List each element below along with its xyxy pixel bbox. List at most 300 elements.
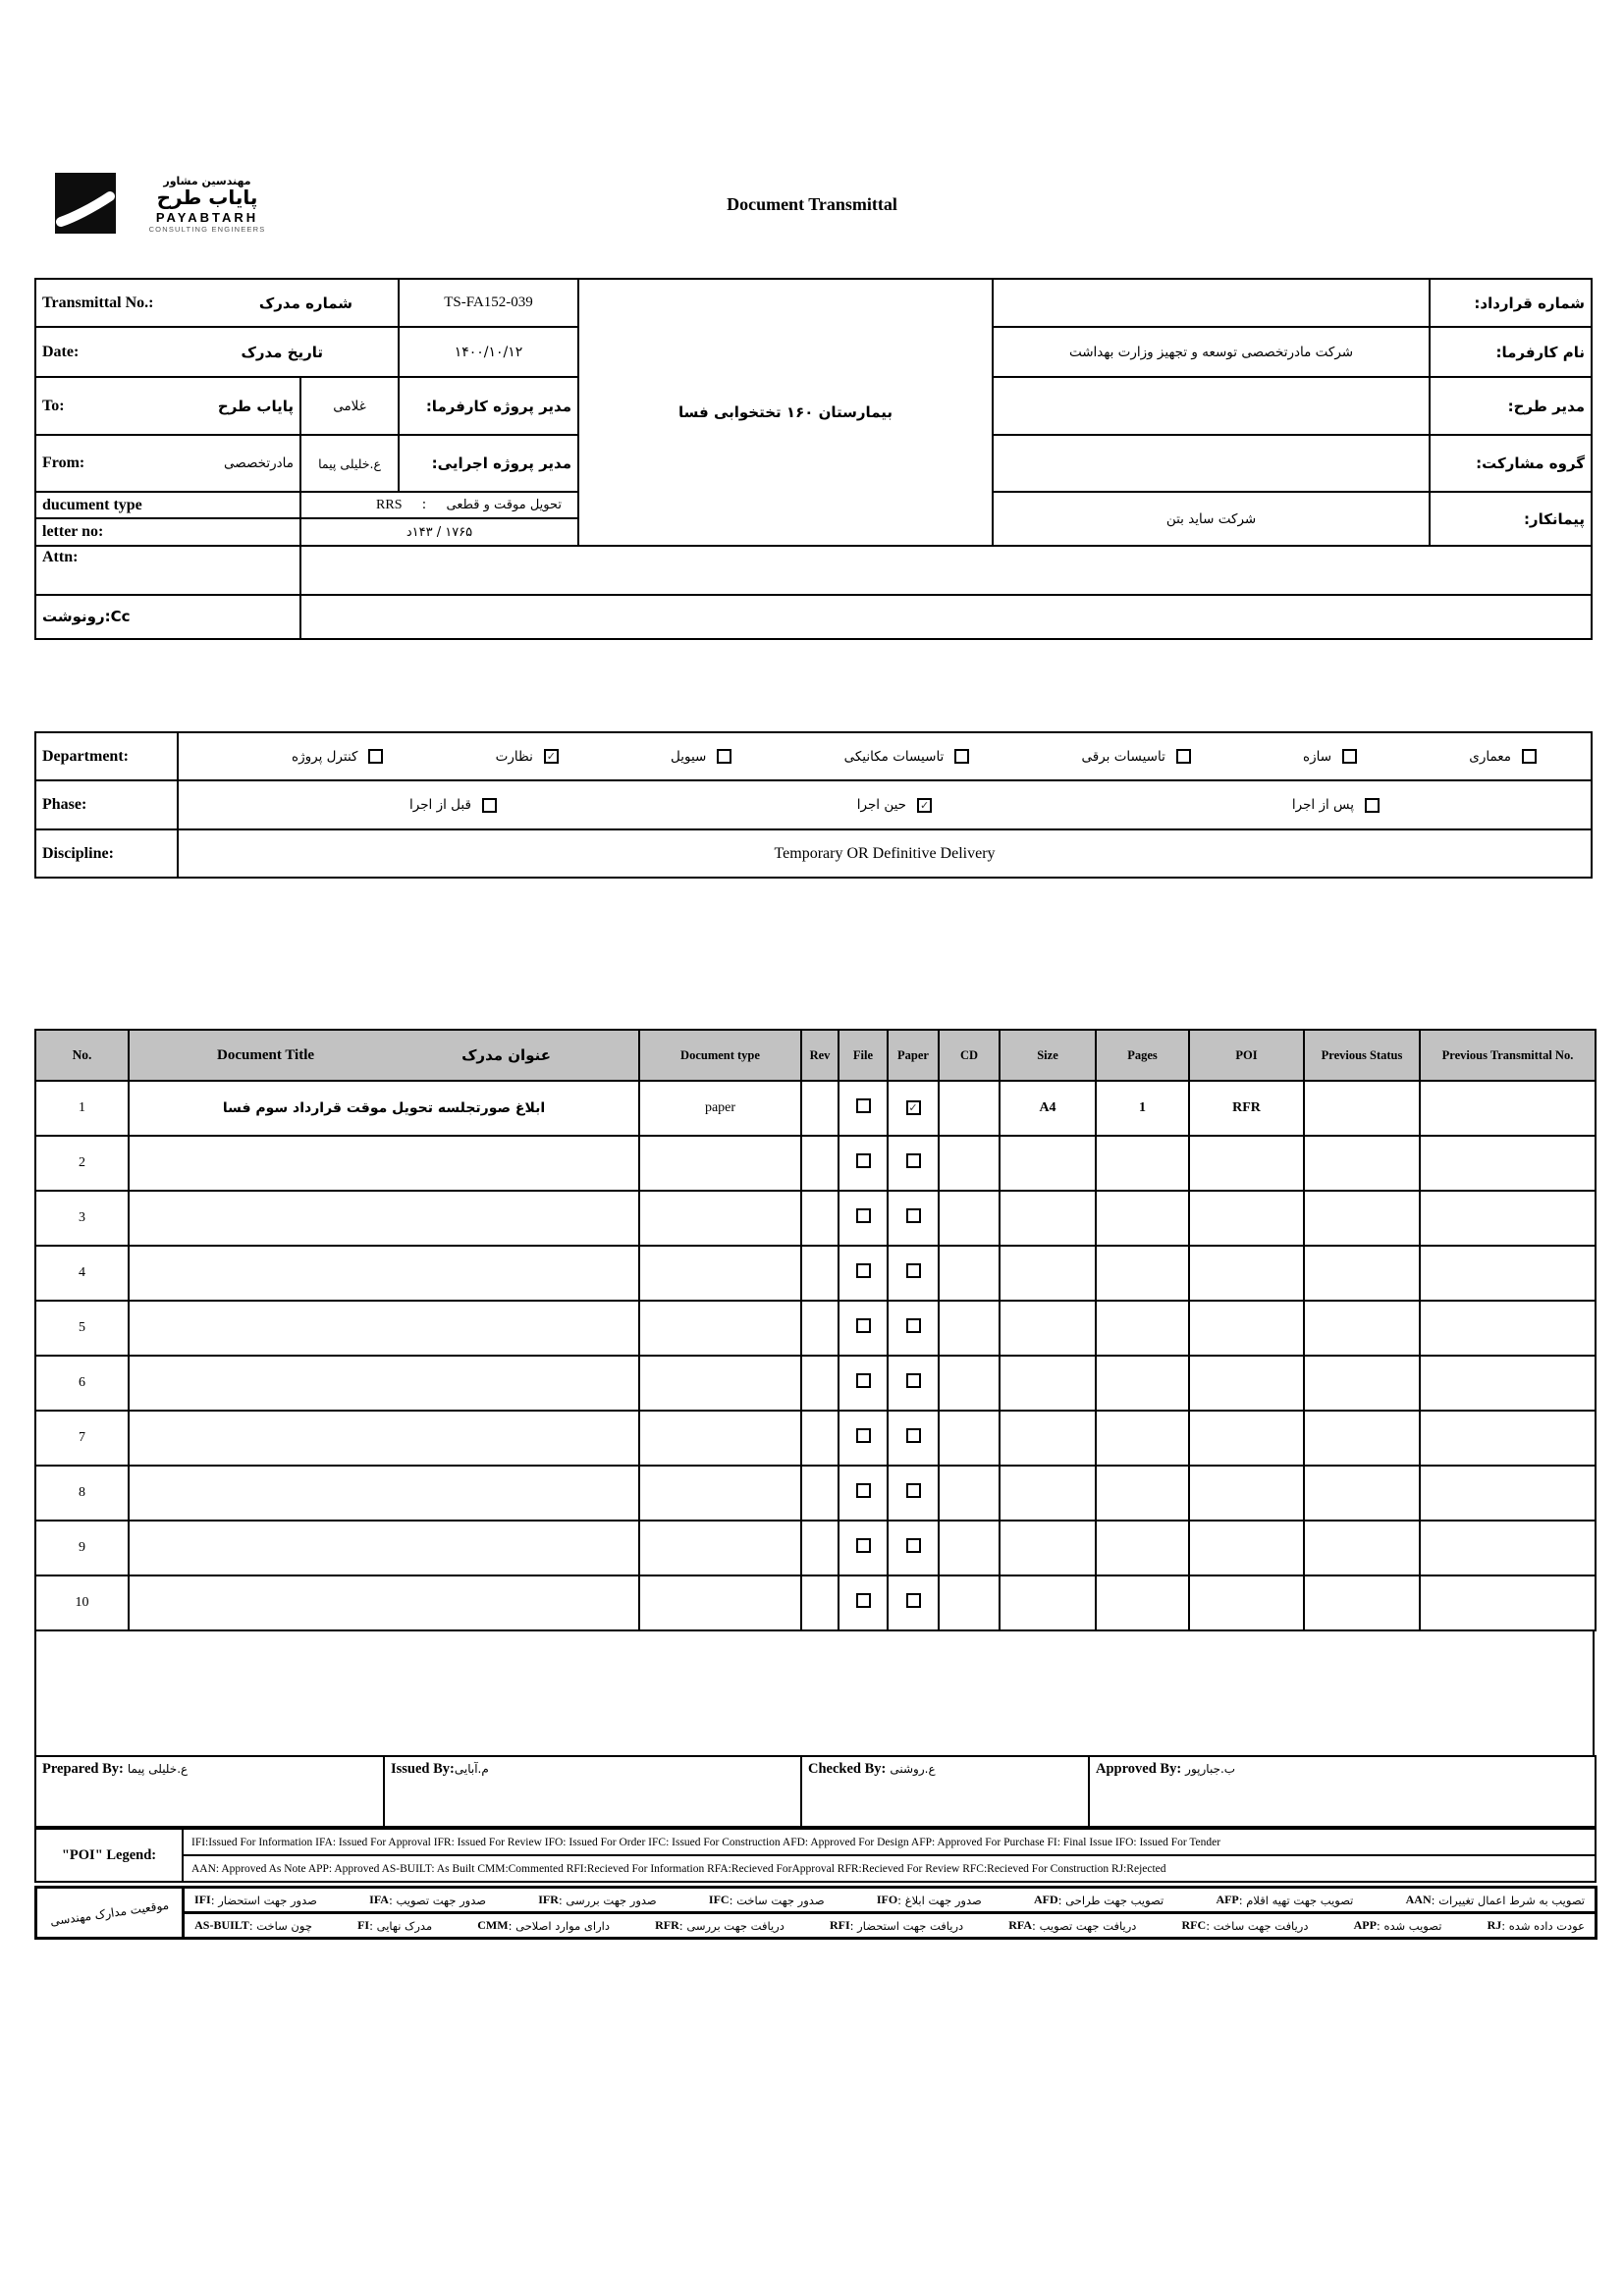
fa-legend-1-item-AFD xyxy=(1034,1893,1164,1907)
department-label-6: کنترل پروژه xyxy=(292,748,358,765)
cell-prev-transmittal xyxy=(1420,1575,1596,1630)
paper-checkbox-row-10[interactable] xyxy=(906,1593,921,1608)
fa-legend-1-item-AAN xyxy=(1406,1893,1585,1907)
cell-poi xyxy=(1189,1466,1304,1521)
fa-legend-1-code-4: IFC xyxy=(708,1893,730,1906)
fa-legend-1-code-6: IFA xyxy=(369,1893,389,1906)
document-list-table xyxy=(34,1029,1597,1631)
fa-legend-2-item-RFR xyxy=(655,1918,785,1933)
cell-doctype xyxy=(639,1301,801,1356)
fa-legend-2-item-RFI xyxy=(830,1918,963,1933)
cell-size xyxy=(1000,1356,1096,1411)
cell-paper xyxy=(888,1411,939,1466)
cell-prev-transmittal xyxy=(1420,1136,1596,1191)
cell-doctype xyxy=(639,1356,801,1411)
fa-legend-2-item-CMM xyxy=(477,1918,610,1933)
cell-prev-status xyxy=(1304,1575,1420,1630)
cell-cd xyxy=(939,1136,1000,1191)
fa-legend-1-fa-1: تصویب جهت تهیه اقلام : xyxy=(1238,1893,1354,1907)
fa-legend-1-code-5: IFR xyxy=(538,1893,559,1906)
cell-doctype: paper xyxy=(639,1081,801,1136)
cell-paper xyxy=(888,1191,939,1246)
file-checkbox-row-10[interactable] xyxy=(856,1593,871,1608)
table-row xyxy=(35,1191,1596,1246)
contractor-value: شرکت ساید بتن xyxy=(993,492,1430,546)
paper-checkbox-row-6[interactable] xyxy=(906,1373,921,1388)
cell-size xyxy=(1000,1466,1096,1521)
cell-cd xyxy=(939,1191,1000,1246)
cell-poi xyxy=(1189,1575,1304,1630)
cell-prev-status xyxy=(1304,1466,1420,1521)
file-checkbox-row-2[interactable] xyxy=(856,1153,871,1168)
cell-size xyxy=(1000,1191,1096,1246)
department-label-1: سازه xyxy=(1303,748,1332,765)
cell-doctype xyxy=(639,1246,801,1301)
cell-no: 8 xyxy=(35,1466,129,1521)
issued-by-cell: Issued By:م.آبایی xyxy=(384,1756,801,1827)
cell-rev xyxy=(801,1301,839,1356)
col-previous-status: Previous Status xyxy=(1304,1030,1420,1081)
phase-option-1 xyxy=(857,797,932,813)
fa-legend-2-code-5: RFR xyxy=(655,1918,679,1932)
cell-prev-status xyxy=(1304,1356,1420,1411)
cell-paper xyxy=(888,1521,939,1575)
paper-checkbox-row-9[interactable] xyxy=(906,1538,921,1553)
cell-poi xyxy=(1189,1136,1304,1191)
cell-cd xyxy=(939,1356,1000,1411)
cell-pages: 1 xyxy=(1096,1081,1189,1136)
table-header-row xyxy=(35,1030,1596,1081)
cell-prev-transmittal xyxy=(1420,1521,1596,1575)
col-cd: CD xyxy=(939,1030,1000,1081)
department-option-2 xyxy=(1082,749,1191,765)
cell-doctype xyxy=(639,1575,801,1630)
cell-prev-status xyxy=(1304,1136,1420,1191)
department-checkbox-4[interactable] xyxy=(717,749,731,764)
cell-doctype xyxy=(639,1521,801,1575)
cell-file xyxy=(839,1136,888,1191)
cell-rev xyxy=(801,1191,839,1246)
transmittal-no-value: TS-FA152-039 xyxy=(399,279,578,327)
phase-options xyxy=(178,780,1592,829)
design-manager-label: مدیر طرح: xyxy=(1430,377,1592,435)
contract-no-label: شماره قرارداد: xyxy=(1430,279,1592,327)
fa-legend-2-item-RJ xyxy=(1488,1918,1585,1933)
fa-legend-2-item-FI xyxy=(357,1918,432,1933)
cell-file xyxy=(839,1411,888,1466)
cell-size xyxy=(1000,1411,1096,1466)
file-checkbox-row-8[interactable] xyxy=(856,1483,871,1498)
fa-legend-2-fa-4: دریافت جهت استحضار : xyxy=(849,1918,964,1933)
company-logo xyxy=(55,173,291,257)
cell-doctype xyxy=(639,1411,801,1466)
signature-row xyxy=(34,1755,1597,1828)
fa-legend-1-fa-2: تصویب جهت طراحی : xyxy=(1057,1893,1164,1907)
col-size: Size xyxy=(1000,1030,1096,1081)
file-checkbox-row-5[interactable] xyxy=(856,1318,871,1333)
fa-legend-2-code-0: RJ xyxy=(1487,1918,1502,1932)
partnership-group-label: گروه مشارکت: xyxy=(1430,435,1592,492)
cell-pages xyxy=(1096,1466,1189,1521)
fa-legend-2-code-6: CMM xyxy=(477,1918,509,1932)
cell-size xyxy=(1000,1136,1096,1191)
fa-legend-2-item-APP xyxy=(1354,1918,1442,1933)
cell-paper xyxy=(888,1081,939,1136)
fa-legend-side-label: موقعیت مدارک مهندسی xyxy=(36,1888,184,1939)
cell-cd xyxy=(939,1575,1000,1630)
header-table xyxy=(34,278,1593,640)
fa-legend-2-code-2: RFC xyxy=(1181,1918,1207,1932)
fa-legend-1-item-IFI xyxy=(194,1893,317,1907)
cell-pages xyxy=(1096,1575,1189,1630)
fa-legend-2-fa-3: دریافت جهت تصویب : xyxy=(1032,1918,1137,1933)
cell-file xyxy=(839,1246,888,1301)
cell-poi xyxy=(1189,1301,1304,1356)
col-rev: Rev xyxy=(801,1030,839,1081)
cell-pages xyxy=(1096,1136,1189,1191)
logo-en: PAYABTARH xyxy=(155,210,259,225)
department-option-6 xyxy=(292,749,383,765)
cell-file xyxy=(839,1521,888,1575)
cell-cd xyxy=(939,1301,1000,1356)
approved-by-cell: Approved By: ب.جبارپور xyxy=(1089,1756,1596,1827)
poi-legend-label: "POI" Legend: xyxy=(35,1829,183,1882)
fa-legend-2-fa-2: دریافت جهت ساخت : xyxy=(1206,1918,1309,1933)
logo-fa-small: مهندسین مشاور xyxy=(163,175,251,187)
cell-rev xyxy=(801,1575,839,1630)
table-row xyxy=(35,1081,1596,1136)
discipline-label: Discipline: xyxy=(35,829,178,878)
fa-legend-2-item-RFA xyxy=(1008,1918,1136,1933)
from-person: ع.خلیلی پیما xyxy=(300,435,399,492)
paper-checkbox-row-8[interactable] xyxy=(906,1483,921,1498)
to-label: To: پایاب طرح xyxy=(35,377,300,435)
file-checkbox-row-6[interactable] xyxy=(856,1373,871,1388)
contractor-label: پیمانکار: xyxy=(1430,492,1592,546)
cell-no: 9 xyxy=(35,1521,129,1575)
logo-fa-large: پایاب طرح xyxy=(156,186,258,209)
cell-pages xyxy=(1096,1246,1189,1301)
fa-legend-1-fa-6: صدور جهت تصویب : xyxy=(388,1893,486,1907)
col-document-title: Document Title عنوان مدرک xyxy=(129,1030,639,1081)
paper-checkbox-row-7[interactable] xyxy=(906,1428,921,1443)
document-type-label: ducument type xyxy=(35,492,300,518)
cell-prev-status xyxy=(1304,1521,1420,1575)
col-no: No. xyxy=(35,1030,129,1081)
department-option-5 xyxy=(496,749,559,765)
cell-title xyxy=(129,1191,639,1246)
table-row xyxy=(35,1521,1596,1575)
to-right-label: مدیر پروژه کارفرما: xyxy=(399,377,578,435)
cell-paper xyxy=(888,1301,939,1356)
col-file: File xyxy=(839,1030,888,1081)
department-checkbox-2[interactable] xyxy=(1176,749,1191,764)
cell-paper xyxy=(888,1356,939,1411)
fa-legend-1-item-IFA xyxy=(369,1893,486,1907)
attn-label: Attn: xyxy=(35,546,300,595)
cell-file xyxy=(839,1301,888,1356)
attn-value xyxy=(300,546,1592,595)
cell-doctype xyxy=(639,1136,801,1191)
fa-legend xyxy=(34,1886,1597,1940)
department-label-0: معماری xyxy=(1469,748,1511,765)
cell-rev xyxy=(801,1356,839,1411)
file-checkbox-row-9[interactable] xyxy=(856,1538,871,1553)
cell-title xyxy=(129,1356,639,1411)
paper-checkbox-row-4[interactable] xyxy=(906,1263,921,1278)
cell-title xyxy=(129,1466,639,1521)
cell-rev xyxy=(801,1081,839,1136)
phase-label-1: حین اجرا xyxy=(856,797,907,813)
cell-prev-transmittal xyxy=(1420,1081,1596,1136)
fa-legend-1-code-7: IFI xyxy=(194,1893,211,1906)
cell-pages xyxy=(1096,1356,1189,1411)
client-name-label: نام کارفرما: xyxy=(1430,327,1592,377)
cell-prev-transmittal xyxy=(1420,1411,1596,1466)
cell-paper xyxy=(888,1466,939,1521)
cell-pages xyxy=(1096,1301,1189,1356)
department-table xyxy=(34,731,1593,879)
phase-option-2 xyxy=(409,797,497,813)
cell-no: 1 xyxy=(35,1081,129,1136)
cell-size xyxy=(1000,1575,1096,1630)
department-label-3: تاسیسات مکانیکی xyxy=(843,748,945,765)
phase-option-0 xyxy=(1292,797,1380,813)
phase-label: Phase: xyxy=(35,780,178,829)
department-checkbox-3[interactable] xyxy=(954,749,969,764)
cell-doctype xyxy=(639,1466,801,1521)
cell-cd xyxy=(939,1081,1000,1136)
cell-rev xyxy=(801,1411,839,1466)
paper-checkbox-row-2[interactable] xyxy=(906,1153,921,1168)
cell-size xyxy=(1000,1521,1096,1575)
cell-rev xyxy=(801,1136,839,1191)
cell-size xyxy=(1000,1246,1096,1301)
col-pages: Pages xyxy=(1096,1030,1189,1081)
cell-paper xyxy=(888,1246,939,1301)
contract-no-value xyxy=(993,279,1430,327)
cell-poi xyxy=(1189,1521,1304,1575)
cell-no: 10 xyxy=(35,1575,129,1630)
department-option-0 xyxy=(1469,749,1537,765)
date-value: ۱۴۰۰/۱۰/۱۲ xyxy=(399,327,578,377)
fa-legend-1-code-0: AAN xyxy=(1405,1893,1432,1906)
cell-paper xyxy=(888,1575,939,1630)
department-checkbox-0[interactable] xyxy=(1522,749,1537,764)
col-document-type: Document type xyxy=(639,1030,801,1081)
cc-value xyxy=(300,595,1592,639)
letter-no-value: ۱۷۶۵ / ۱۴۳د xyxy=(300,518,578,546)
fa-legend-1-code-3: IFO xyxy=(876,1893,898,1906)
cell-prev-transmittal xyxy=(1420,1191,1596,1246)
cell-title xyxy=(129,1521,639,1575)
cell-prev-status xyxy=(1304,1081,1420,1136)
cell-pages xyxy=(1096,1411,1189,1466)
to-person: غلامی xyxy=(300,377,399,435)
department-options xyxy=(178,732,1592,780)
cell-cd xyxy=(939,1246,1000,1301)
fa-legend-1-item-IFR xyxy=(538,1893,656,1907)
cell-cd xyxy=(939,1411,1000,1466)
project-name: بیمارستان ۱۶۰ تختخوابی فسا xyxy=(578,279,993,546)
col-poi: POI xyxy=(1189,1030,1304,1081)
department-option-1 xyxy=(1303,749,1357,765)
fa-legend-1-item-AFP xyxy=(1216,1893,1353,1907)
document-type-value: تحویل موقت و قطعی : RRS xyxy=(300,492,578,518)
department-checkbox-6[interactable] xyxy=(368,749,383,764)
cell-rev xyxy=(801,1466,839,1521)
cell-title xyxy=(129,1136,639,1191)
cell-file xyxy=(839,1191,888,1246)
cell-title xyxy=(129,1411,639,1466)
cell-poi: RFR xyxy=(1189,1081,1304,1136)
from-right-label: مدیر پروژه اجرایی: xyxy=(399,435,578,492)
fa-legend-2-code-7: FI xyxy=(357,1918,370,1932)
fa-legend-1-code-2: AFD xyxy=(1033,1893,1058,1906)
page-title: Document Transmittal xyxy=(727,194,897,214)
cell-poi xyxy=(1189,1411,1304,1466)
fa-legend-1-fa-3: صدور جهت ابلاغ : xyxy=(897,1893,982,1907)
department-checkbox-5[interactable] xyxy=(544,749,559,764)
fa-legend-2-code-3: RFA xyxy=(1008,1918,1033,1932)
transmittal-no-label: Transmittal No.: شماره مدرک xyxy=(35,279,399,327)
poi-legend xyxy=(34,1828,1597,1883)
cell-no: 3 xyxy=(35,1191,129,1246)
fa-legend-1-fa-4: صدور جهت ساخت : xyxy=(729,1893,825,1907)
fa-legend-1-code-1: AFP xyxy=(1216,1893,1239,1906)
col-paper: Paper xyxy=(888,1030,939,1081)
cell-no: 5 xyxy=(35,1301,129,1356)
cc-label: رونوشت:Cc xyxy=(35,595,300,639)
file-checkbox-row-4[interactable] xyxy=(856,1263,871,1278)
phase-checkbox-0[interactable] xyxy=(1365,798,1380,813)
department-label-5: نظارت xyxy=(495,748,533,765)
fa-legend-1-fa-0: تصویب به شرط اعمال تغییرات : xyxy=(1431,1893,1585,1907)
department-label: Department: xyxy=(35,732,178,780)
table-row xyxy=(35,1301,1596,1356)
partnership-group-value xyxy=(993,435,1430,492)
department-label-2: تاسیسات برقی xyxy=(1081,748,1165,765)
department-checkbox-1[interactable] xyxy=(1342,749,1357,764)
fa-legend-2-fa-1: تصویب شده : xyxy=(1376,1918,1442,1933)
paper-checkbox-row-1[interactable] xyxy=(906,1100,921,1115)
cell-file xyxy=(839,1466,888,1521)
cell-file xyxy=(839,1575,888,1630)
fa-legend-2-code-8: AS-BUILT xyxy=(194,1918,249,1932)
cell-prev-transmittal xyxy=(1420,1466,1596,1521)
fa-legend-1-fa-5: صدور جهت بررسی : xyxy=(558,1893,657,1907)
poi-legend-line1: IFI:Issued For Information IFA: Issued For Approval IFR: Issued For Review IFO: Issued For Order IFC: Issued For Construction AFD: Approved For Design AFP: Approved For Purchase FI: Final Issue IFO: Issued For Tender xyxy=(183,1829,1596,1855)
fa-legend-2-fa-8: چون ساخت : xyxy=(248,1918,312,1933)
phase-label-2: قبل از اجرا xyxy=(409,797,471,813)
cell-poi xyxy=(1189,1191,1304,1246)
cell-title xyxy=(129,1575,639,1630)
fa-legend-2-code-1: APP xyxy=(1353,1918,1377,1932)
table-row xyxy=(35,1466,1596,1521)
fa-legend-line2 xyxy=(184,1913,1597,1939)
cell-no: 7 xyxy=(35,1411,129,1466)
fa-legend-2-fa-7: مدرک نهایی : xyxy=(369,1918,433,1933)
department-label-4: سیویل xyxy=(671,748,707,765)
file-checkbox-row-3[interactable] xyxy=(856,1208,871,1223)
fa-legend-2-fa-5: دریافت جهت بررسی : xyxy=(678,1918,785,1933)
department-option-3 xyxy=(844,749,970,765)
cell-file xyxy=(839,1081,888,1136)
table-row xyxy=(35,1356,1596,1411)
logo-en-sub: CONSULTING ENGINEERS xyxy=(148,225,266,234)
paper-checkbox-row-3[interactable] xyxy=(906,1208,921,1223)
table-row xyxy=(35,1246,1596,1301)
cell-prev-status xyxy=(1304,1246,1420,1301)
cell-prev-status xyxy=(1304,1191,1420,1246)
phase-label-0: پس از اجرا xyxy=(1291,797,1354,813)
cell-file xyxy=(839,1356,888,1411)
fa-legend-2-fa-6: دارای موارد اصلاحی : xyxy=(508,1918,610,1933)
cell-pages xyxy=(1096,1521,1189,1575)
cell-rev xyxy=(801,1246,839,1301)
fa-legend-1-fa-7: صدور جهت استحضار : xyxy=(210,1893,317,1907)
cell-title xyxy=(129,1246,639,1301)
cell-no: 2 xyxy=(35,1136,129,1191)
cell-cd xyxy=(939,1466,1000,1521)
cell-poi xyxy=(1189,1246,1304,1301)
cell-prev-status xyxy=(1304,1301,1420,1356)
phase-checkbox-2[interactable] xyxy=(482,798,497,813)
cell-prev-transmittal xyxy=(1420,1356,1596,1411)
checked-by-cell: Checked By: ع.روشنی xyxy=(801,1756,1089,1827)
cell-prev-transmittal xyxy=(1420,1301,1596,1356)
cell-size: A4 xyxy=(1000,1081,1096,1136)
cell-title: ابلاغ صورتجلسه تحویل موقت قرارداد سوم فسا xyxy=(129,1081,639,1136)
fa-legend-1-item-IFO xyxy=(877,1893,982,1907)
cell-size xyxy=(1000,1301,1096,1356)
table-row xyxy=(35,1411,1596,1466)
fa-legend-2-code-4: RFI xyxy=(829,1918,850,1932)
cell-prev-status xyxy=(1304,1411,1420,1466)
fa-legend-2-item-RFC xyxy=(1182,1918,1309,1933)
department-option-4 xyxy=(671,749,731,765)
client-name-value: شرکت مادرتخصصی توسعه و تجهیز وزارت بهداشت xyxy=(993,327,1430,377)
cell-no: 6 xyxy=(35,1356,129,1411)
col-previous-transmittal: Previous Transmittal No. xyxy=(1420,1030,1596,1081)
file-checkbox-row-1[interactable] xyxy=(856,1098,871,1113)
prepared-by-cell: Prepared By: ع.خلیلی پیما xyxy=(35,1756,384,1827)
notes-empty-area xyxy=(34,1629,1595,1755)
paper-checkbox-row-5[interactable] xyxy=(906,1318,921,1333)
cell-title xyxy=(129,1301,639,1356)
poi-legend-line2: AAN: Approved As Note APP: Approved AS-BUILT: As Built CMM:Commented RFI:Recieved For Information RFA:Recieved ForApproval RFR:Recieved For Review RFC:Recieved For Construction RJ:Rejected xyxy=(183,1855,1596,1882)
fa-legend-1-item-IFC xyxy=(709,1893,825,1907)
table-row xyxy=(35,1575,1596,1630)
cell-rev xyxy=(801,1521,839,1575)
cell-cd xyxy=(939,1521,1000,1575)
fa-legend-line1 xyxy=(184,1888,1597,1913)
cell-pages xyxy=(1096,1191,1189,1246)
from-label: From: مادرتخصصی xyxy=(35,435,300,492)
cell-no: 4 xyxy=(35,1246,129,1301)
fa-legend-2-fa-0: عودت داده شده : xyxy=(1501,1918,1585,1933)
fa-legend-2-item-AS-BUILT xyxy=(194,1918,312,1933)
cell-paper xyxy=(888,1136,939,1191)
letter-no-label: letter no: xyxy=(35,518,300,546)
cell-doctype xyxy=(639,1191,801,1246)
file-checkbox-row-7[interactable] xyxy=(856,1428,871,1443)
cell-prev-transmittal xyxy=(1420,1246,1596,1301)
design-manager-value xyxy=(993,377,1430,435)
phase-checkbox-1[interactable] xyxy=(917,798,932,813)
table-row xyxy=(35,1136,1596,1191)
date-label: Date: تاریخ مدرک xyxy=(35,327,399,377)
